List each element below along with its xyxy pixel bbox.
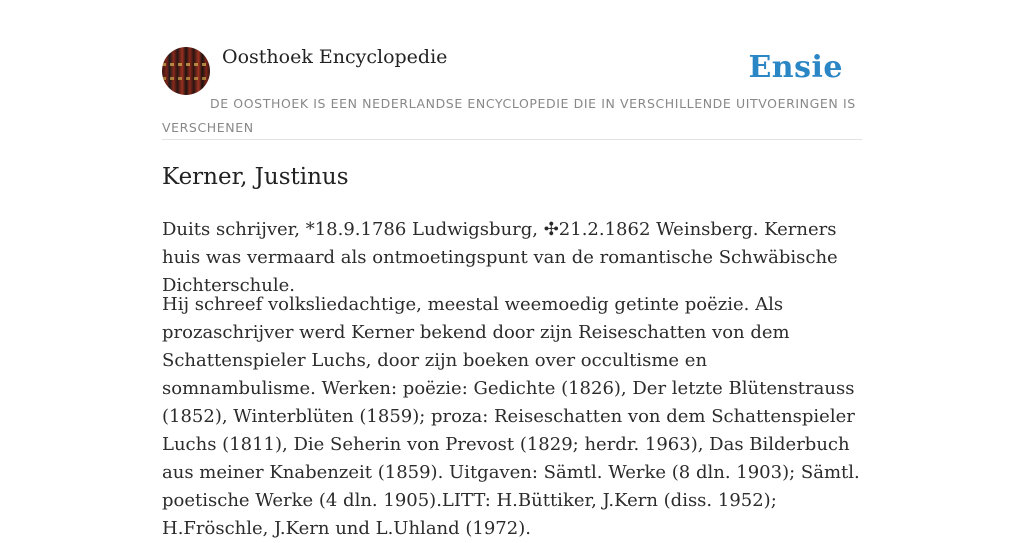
- article-paragraph-2: Hij schreef volksliedachtige, meestal weemoedig getinte poëzie. Als prozaschrijver werd Kerner bekend door zijn Reiseschatten von dem Schattenspieler Luchs, door zijn boeken over occultisme en somnambulisme. Werken: poëzie: Gedichte (1826), Der letzte Blütenstrauss (1852), Winterblüten (1859); proza: Reiseschatten von dem Schattenspieler Luchs (1811), Die Seherin von Prevost (1829; herdr. 1963), Das Bilderbuch aus meiner Knabenzeit (1859). Uitgaven: Sämtl. Werke (8 dln. 1903); Sämtl. poetische Werke (4 dln. 1905).LITT: H.Büttiker, J.Kern (diss. 1952); H.Fröschle, J.Kern und L.Uhland (1972).: [162, 294, 860, 539]
- site-tagline: DE OOSTHOEK IS EEN NEDERLANDSE ENCYCLOPEDIE DIE IN VERSCHILLENDE UITVOERINGEN IS VERSCHENEN: [162, 96, 856, 135]
- encyclopedia-books-icon[interactable]: [162, 47, 210, 95]
- header-divider: [162, 139, 862, 140]
- site-name-link[interactable]: Oosthoek Encyclopedie: [222, 46, 448, 68]
- article-paragraph-1: Duits schrijver, *18.9.1786 Ludwigsburg, ✣21.2.1862 Weinsberg. Kerners huis was vermaard als ontmoetingspunt van de romantische Schwäbische Dichterschule.: [162, 219, 838, 296]
- ensie-logo-link[interactable]: Ensie: [748, 50, 843, 85]
- article-title: Kerner, Justinus: [162, 164, 349, 190]
